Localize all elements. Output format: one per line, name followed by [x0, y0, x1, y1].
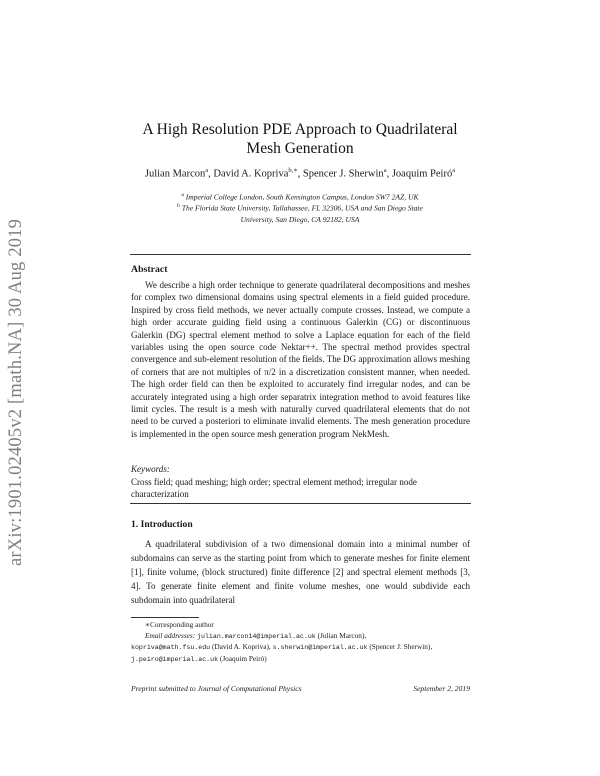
abstract-text: We describe a high order technique to generate quadrilateral decompositions and meshes for complex two dimensional domains using spectral elements in a field guided procedure. Inspired by cross field methods, we never actually compute crosses. Instead, we compute a high order accurate guiding field using a continuous Galerkin (CG) or discontinuous Galerkin (DG) spectral element method to solve a Laplace equation for each of the field variables using the open source code Nektar++. The spectral method provides spectral convergence and sub-element resolution of the fields. The DG approximation allows meshing of corners that are not multiples of π/2 in a discretization consistent manner, when needed. The high order field can then be exploited to accurately find irregular nodes, and can be accurately integrated using a high order separatrix integration method to avoid features like limit cycles. The result is a mesh with naturally curved quadrilateral elements that do not need to be curved a posteriori to eliminate invalid elements. The mesh generation procedure is implemented in the open source mesh generation program NekMesh.: [131, 280, 470, 439]
affiliation-text: The Florida State University, Tallahassee, FL 32306, USA and San Diego State: [181, 203, 423, 213]
email-label: Email addresses:: [145, 630, 196, 640]
affiliation-mark: a: [181, 192, 184, 198]
title-line-1: A High Resolution PDE Approach to Quadrilateral: [142, 121, 458, 138]
footnote-rule: [131, 617, 199, 618]
affiliation-b: [130, 201, 470, 225]
abstract-top-rule: [130, 254, 471, 255]
email-link[interactable]: julian.marcon14@imperial.ac.uk: [197, 632, 316, 640]
author-mark: a: [452, 167, 456, 174]
keywords-text: Cross field; quad meshing; high order; spectral element method; irregular node characterization: [131, 477, 417, 500]
email-owner: (Julian Marcon),: [317, 630, 367, 640]
email-owner: (David A. Kopriva),: [211, 642, 271, 652]
affiliation-text: Imperial College London, South Kensington Campus, London SW7 2AZ, UK: [185, 192, 419, 202]
keywords-label: Keywords:: [131, 464, 170, 474]
author-list: Julian Marcon$^a$, David A. Kopriva$^{b,∗}$, Spencer J. Sherwin$^a$, Joaquim Peiró$^a$: [144, 167, 456, 180]
author-mark: b,∗: [288, 167, 298, 174]
author-name: Julian Marcon: [144, 168, 206, 180]
email-link[interactable]: kopriva@math.fsu.edu: [131, 644, 211, 652]
affiliation-mark: b: [177, 203, 180, 209]
author-mark: a: [205, 167, 209, 174]
abstract-bottom-rule: [130, 503, 471, 504]
section-heading-introduction: 1. Introduction: [131, 519, 193, 530]
footnotes: [131, 620, 470, 665]
affiliation-text-continued: University, San Diego, CA 92182, USA: [240, 214, 360, 224]
email-link[interactable]: s.sherwin@imperial.ac.uk: [272, 644, 368, 652]
corresponding-author-note: ∗Corresponding author: [145, 620, 214, 629]
author-name: David A. Kopriva: [213, 168, 289, 180]
author-name: Joaquim Peiró: [391, 168, 453, 180]
footer-date: September 2, 2019: [413, 684, 470, 693]
email-link[interactable]: j.peiro@imperial.ac.uk: [131, 655, 219, 663]
author-name: Spencer J. Sherwin: [302, 168, 384, 180]
email-owner: (Joaquim Peiró): [219, 653, 267, 663]
paper-title: [80, 120, 520, 158]
title-line-2: Mesh Generation: [246, 140, 354, 157]
abstract-heading: Abstract: [131, 264, 168, 275]
footer-preprint-note: Preprint submitted to Journal of Computational Physics: [131, 684, 302, 693]
email-owner: (Spencer J. Sherwin),: [369, 642, 433, 652]
arxiv-identifier: arXiv:1901.02405v2 [math.NA] 30 Aug 2019: [6, 218, 26, 566]
author-mark: a: [383, 167, 387, 174]
introduction-text: A quadrilateral subdivision of a two dimensional domain into a minimal number of subdomains can serve as the starting point from which to generate meshes for finite element [1], finite volume, (block structured) finite difference [2] and spectral element methods [3, 4]. To generate finite element and finite volume meshes, one would subdivide each subdomain into quadrilateral: [131, 539, 470, 605]
